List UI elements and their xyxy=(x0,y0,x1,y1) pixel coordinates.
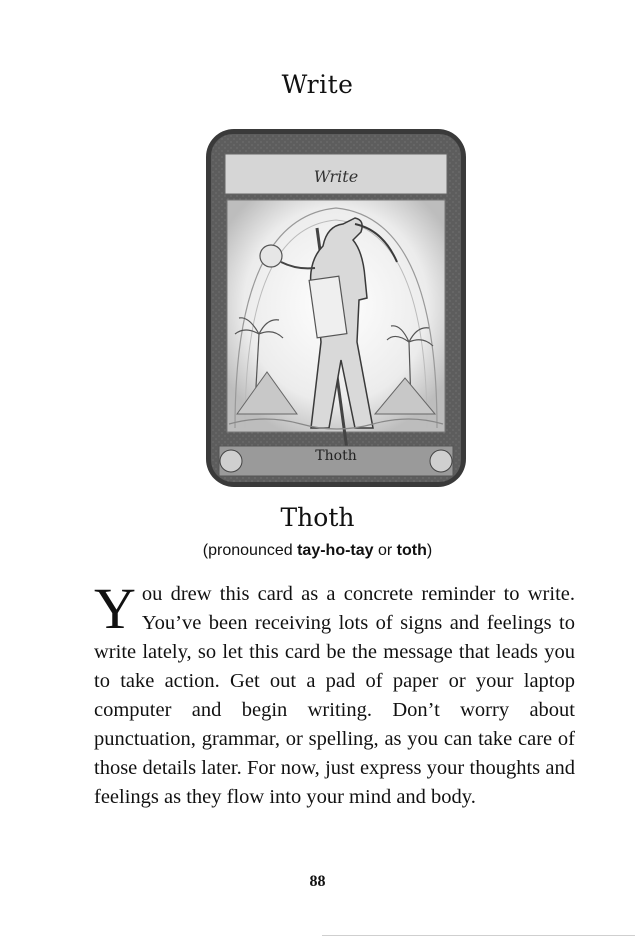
pronunciation-alternate: toth xyxy=(396,542,427,559)
pronunciation-suffix: ) xyxy=(426,542,433,559)
card-illustration xyxy=(205,128,467,488)
pronunciation-prefix: (pronounced xyxy=(202,542,298,559)
deity-name: Thoth xyxy=(280,503,355,532)
card-top-label: Write xyxy=(313,167,359,186)
page-title: Write xyxy=(281,70,354,99)
pronunciation-line xyxy=(0,542,635,560)
page-number: 88 xyxy=(309,873,326,890)
card-bottom-label: Thoth xyxy=(315,448,357,464)
drop-cap: Y xyxy=(94,576,136,641)
pronunciation-primary: tay-ho-tay xyxy=(297,542,374,559)
bottom-rule xyxy=(322,935,635,936)
oracle-card xyxy=(205,128,467,488)
pronunciation-conjunction: or xyxy=(373,542,397,559)
body-text: ou drew this card as a concrete reminder to write. You’ve been receiving lots of signs and feelings to write lately, so let this card be the message that leads you to take action. Get out a pad of paper or your laptop computer and begin writing. Don’t worry about punctuation, grammar, or spelling, as you can take care of those details later. For now, just express your thoughts and feelings as they flow into your mind and body. xyxy=(94,583,575,808)
body-paragraph xyxy=(94,576,575,812)
